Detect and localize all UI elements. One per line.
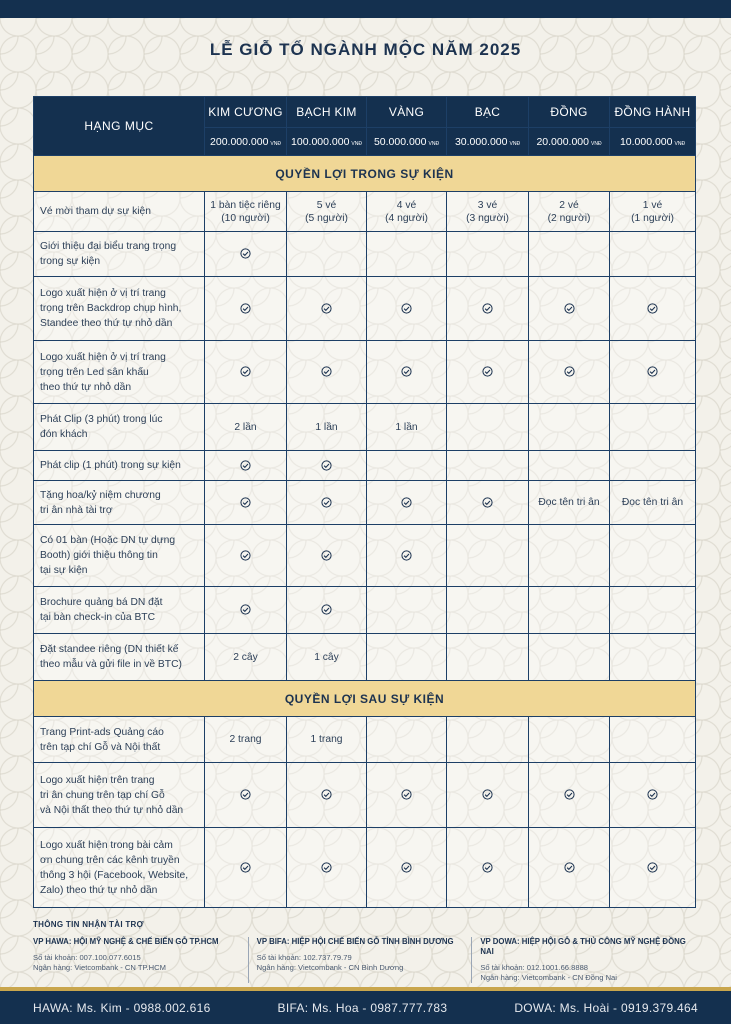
benefit-value (205, 828, 287, 908)
benefit-value (529, 587, 610, 634)
benefit-value (610, 277, 696, 341)
contact-hawa: HAWA: Ms. Kim - 0988.002.616 (33, 1000, 211, 1015)
benefit-item: Logo xuất hiện trong bài cảm ơn chung trên các kênh truyền thông 3 hội (Facebook, Website, Zalo) theo thứ tự nhỏ dần (34, 828, 205, 908)
check-circle-icon (240, 862, 251, 873)
benefit-item: Vé mời tham dự sự kiện (34, 192, 205, 232)
tier-price: 30.000.000 VNĐ (447, 128, 529, 156)
benefit-value (287, 341, 367, 404)
office-bank: Ngân hàng: Vietcombank - CN TP.HCM (33, 963, 166, 972)
benefit-value (287, 587, 367, 634)
benefit-value (610, 341, 696, 404)
currency-label: VNĐ (591, 140, 602, 147)
benefit-value (447, 525, 529, 587)
check-circle-icon (240, 248, 251, 259)
benefit-value: 2 cây (205, 634, 287, 681)
tier-price: 100.000.000 VNĐ (287, 128, 367, 156)
benefit-value (447, 481, 529, 525)
check-circle-icon (647, 862, 658, 873)
benefit-value: 2 vé (2 người) (529, 192, 610, 232)
benefit-item: Tặng hoa/kỷ niệm chương tri ân nhà tài trợ (34, 481, 205, 525)
currency-label: VNĐ (351, 140, 362, 147)
check-circle-icon (240, 550, 251, 561)
tier-price: 20.000.000 VNĐ (529, 128, 610, 156)
benefit-item: Logo xuất hiện ở vị trí trang trọng trên Backdrop chụp hình, Standee theo thứ tự nhỏ dần (34, 277, 205, 341)
check-circle-icon (240, 460, 251, 471)
table-row (34, 192, 696, 232)
benefit-value (610, 587, 696, 634)
check-circle-icon (321, 862, 332, 873)
benefit-value (529, 451, 610, 481)
check-circle-icon (401, 789, 412, 800)
benefit-value (367, 717, 447, 763)
tier-name: KIM CƯƠNG (205, 97, 287, 128)
table-row (34, 828, 696, 908)
check-circle-icon (482, 497, 493, 508)
benefit-value: 4 vé (4 người) (367, 192, 447, 232)
benefit-value (367, 828, 447, 908)
benefit-value (610, 404, 696, 451)
benefit-value (367, 232, 447, 277)
benefit-value (205, 587, 287, 634)
benefit-value (205, 341, 287, 404)
benefit-value (205, 481, 287, 525)
office-bank: Ngân hàng: Vietcombank - CN Bình Dương (256, 963, 404, 972)
table-row (34, 481, 696, 525)
benefit-value (610, 451, 696, 481)
section-title: QUYỀN LỢI TRONG SỰ KIỆN (34, 156, 696, 192)
benefit-value (529, 277, 610, 341)
office-account: Số tài khoản: 007.100.077.6015 (33, 953, 141, 962)
currency-label: VNĐ (674, 140, 686, 147)
office-name: VP HAWA: HỘI MỸ NGHỆ & CHẾ BIẾN GỖ TP.HCM (33, 937, 219, 946)
office-block (33, 937, 248, 983)
sponsor-info-heading: THÔNG TIN NHẬN TÀI TRỢ (33, 920, 144, 929)
top-bar (0, 0, 731, 18)
tier-name: BẠC (447, 97, 529, 128)
benefit-value (529, 341, 610, 404)
sponsor-info (33, 920, 695, 983)
benefit-value (447, 587, 529, 634)
benefit-value (610, 232, 696, 277)
benefit-value (447, 828, 529, 908)
check-circle-icon (482, 789, 493, 800)
tier-name: ĐỒNG (529, 97, 610, 128)
category-header: HẠNG MỤC (34, 97, 205, 156)
check-circle-icon (240, 366, 251, 377)
office-bank: Ngân hàng: Vietcombank - CN Đồng Nai (480, 973, 617, 982)
check-circle-icon (647, 303, 658, 314)
table-row (34, 587, 696, 634)
benefit-value (529, 404, 610, 451)
benefit-value: 1 trang (287, 717, 367, 763)
tier-name: BẠCH KIM (287, 97, 367, 128)
benefit-value: 1 cây (287, 634, 367, 681)
benefit-item: Phát clip (1 phút) trong sự kiện (34, 451, 205, 481)
tier-name: VÀNG (367, 97, 447, 128)
check-circle-icon (401, 497, 412, 508)
benefit-value (367, 277, 447, 341)
check-circle-icon (482, 862, 493, 873)
currency-label: VNĐ (509, 140, 521, 147)
check-circle-icon (321, 497, 332, 508)
benefit-value (287, 481, 367, 525)
benefit-item: Đặt standee riêng (DN thiết kế theo mẫu và gửi file in về BTC) (34, 634, 205, 681)
benefit-value (367, 763, 447, 828)
benefit-value (287, 232, 367, 277)
table-row (34, 404, 696, 451)
check-circle-icon (240, 604, 251, 615)
benefit-value (529, 525, 610, 587)
benefit-item: Brochure quảng bá DN đặt tại bàn check-in của BTC (34, 587, 205, 634)
table-row (34, 634, 696, 681)
benefit-value: 1 vé (1 người) (610, 192, 696, 232)
benefit-value: 2 lần (205, 404, 287, 451)
benefit-value: 3 vé (3 người) (447, 192, 529, 232)
office-block (248, 937, 472, 983)
benefit-value (610, 763, 696, 828)
benefit-value (367, 634, 447, 681)
office-name: VP BIFA: HIỆP HỘI CHẾ BIẾN GỖ TỈNH BÌNH DƯƠNG (256, 937, 454, 946)
benefit-value (529, 232, 610, 277)
check-circle-icon (321, 550, 332, 561)
benefit-value (447, 763, 529, 828)
benefit-value (529, 717, 610, 763)
benefit-value (205, 277, 287, 341)
benefit-value: 1 bàn tiệc riêng (10 người) (205, 192, 287, 232)
benefit-value (529, 763, 610, 828)
benefit-value: 1 lần (287, 404, 367, 451)
table-row (34, 232, 696, 277)
check-circle-icon (401, 366, 412, 377)
benefit-value (447, 277, 529, 341)
benefit-value (367, 341, 447, 404)
benefit-value (447, 634, 529, 681)
section-title: QUYỀN LỢI SAU SỰ KIỆN (34, 681, 696, 717)
check-circle-icon (647, 366, 658, 377)
office-account: Số tài khoản: 012.1001.66.8888 (480, 963, 589, 972)
benefit-value (447, 451, 529, 481)
check-circle-icon (647, 789, 658, 800)
benefit-value: Đọc tên tri ân (529, 481, 610, 525)
benefit-value (447, 717, 529, 763)
benefit-value (367, 587, 447, 634)
benefit-value (205, 232, 287, 277)
table-row (34, 341, 696, 404)
table-row (34, 277, 696, 341)
table-row (34, 451, 696, 481)
office-block (471, 937, 695, 983)
benefit-value (287, 763, 367, 828)
check-circle-icon (564, 789, 575, 800)
check-circle-icon (401, 862, 412, 873)
check-circle-icon (482, 303, 493, 314)
benefit-value (529, 634, 610, 681)
table-row (34, 717, 696, 763)
check-circle-icon (240, 303, 251, 314)
page-title: LỄ GIỖ TỔ NGÀNH MỘC NĂM 2025 (209, 40, 522, 59)
benefit-item: Logo xuất hiện trên trang tri ân chung trên tạp chí Gỗ và Nội thất theo thứ tự nhỏ dần (34, 763, 205, 828)
benefit-item: Có 01 bàn (Hoặc DN tự dựng Booth) giới thiệu thông tin tại sự kiện (34, 525, 205, 587)
check-circle-icon (401, 550, 412, 561)
benefit-value (610, 828, 696, 908)
benefit-item: Logo xuất hiện ở vị trí trang trọng trên Led sân khấu theo thứ tự nhỏ dần (34, 341, 205, 404)
table-row (34, 525, 696, 587)
office-name: VP DOWA: HIỆP HỘI GỖ & THỦ CÔNG MỸ NGHỆ ĐỒNG NAI (480, 937, 686, 956)
tier-name: ĐỒNG HÀNH (610, 97, 696, 128)
sponsorship-table (33, 96, 696, 908)
benefit-value (447, 404, 529, 451)
currency-label: VNĐ (428, 140, 440, 147)
benefit-value (205, 525, 287, 587)
check-circle-icon (240, 497, 251, 508)
benefit-value (287, 525, 367, 587)
check-circle-icon (564, 366, 575, 377)
benefit-value (205, 451, 287, 481)
benefit-value (610, 717, 696, 763)
check-circle-icon (240, 789, 251, 800)
benefit-value: Đọc tên tri ân (610, 481, 696, 525)
benefit-value (610, 634, 696, 681)
contact-bifa: BIFA: Ms. Hoa - 0987.777.783 (277, 1000, 448, 1015)
footer-contacts (0, 991, 731, 1024)
check-circle-icon (321, 303, 332, 314)
check-circle-icon (321, 789, 332, 800)
benefit-value (367, 481, 447, 525)
benefit-item: Trang Print-ads Quảng cáo trên tạp chí Gỗ và Nội thất (34, 717, 205, 763)
table-row (34, 763, 696, 828)
benefit-value: 5 vé (5 người) (287, 192, 367, 232)
tier-price: 10.000.000 VNĐ (610, 128, 696, 156)
benefit-value (367, 525, 447, 587)
office-account: Số tài khoản: 102.737.79.79 (256, 953, 352, 962)
benefit-value (287, 277, 367, 341)
benefit-value (287, 451, 367, 481)
check-circle-icon (321, 460, 332, 471)
contact-dowa: DOWA: Ms. Hoài - 0919.379.464 (514, 1000, 698, 1015)
currency-label: VNĐ (270, 140, 281, 147)
tier-price: 200.000.000 VNĐ (205, 128, 287, 156)
benefit-value (367, 451, 447, 481)
benefit-value (287, 828, 367, 908)
benefit-value (610, 525, 696, 587)
benefit-value: 1 lần (367, 404, 447, 451)
check-circle-icon (321, 366, 332, 377)
benefit-value (205, 763, 287, 828)
benefit-value (529, 828, 610, 908)
check-circle-icon (401, 303, 412, 314)
benefit-value (447, 341, 529, 404)
tier-price: 50.000.000 VNĐ (367, 128, 447, 156)
benefit-value: 2 trang (205, 717, 287, 763)
check-circle-icon (564, 303, 575, 314)
check-circle-icon (321, 604, 332, 615)
check-circle-icon (482, 366, 493, 377)
benefit-value (447, 232, 529, 277)
benefit-item: Giới thiệu đại biểu trang trọng trong sự kiện (34, 232, 205, 277)
benefit-item: Phát Clip (3 phút) trong lúc đón khách (34, 404, 205, 451)
check-circle-icon (564, 862, 575, 873)
